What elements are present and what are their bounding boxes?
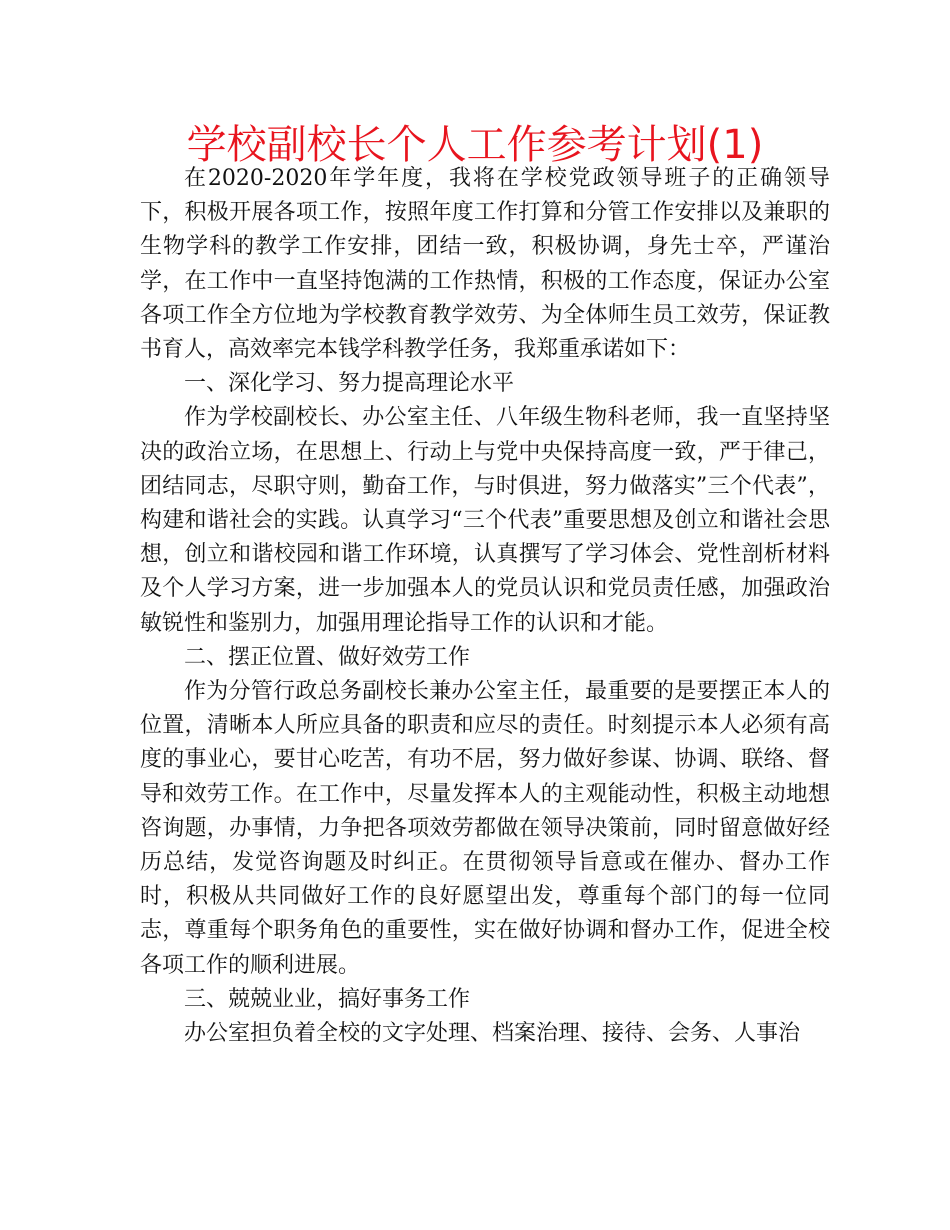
document-body xyxy=(140,162,830,1051)
paragraph-section-1: 作为学校副校长、办公室主任、八年级生物科老师，我一直坚持坚决的政治立场，在思想上、行动上与党中央保持高度一致，严于律己，团结同志，尽职守则，勤奋工作，与时俱进，努力做落实”三个代表”，构建和谐社会的实践。认真学习“三个代表”重要思想及创立和谐社会思想，创立和谐校园和谐工作环境，认真撰写了学习体会、党性剖析材料及个人学习方案，进一步加强本人的党员认识和党员责任感，加强政治敏锐性和鉴别力，加强用理论指导工作的认识和才能。 xyxy=(140,405,830,636)
paragraph-section-2: 作为分管行政总务副校长兼办公室主任，最重要的是要摆正本人的位置，清晰本人所应具备的职责和应尽的责任。时刻提示本人必须有高度的事业心，要甘心吃苦，有功不居，努力做好参谋、协调、联络、督导和效劳工作。在工作中，尽量发挥本人的主观能动性，积极主动地想咨询题，办事情，力争把各项效劳都做在领导决策前，同时留意做好经历总结，发觉咨询题及时纠正。在贯彻领导旨意或在催办、督办工作时，积极从共同做好工作的良好愿望出发，尊重每个部门的每一位同志，尊重每个职务角色的重要性，实在做好协调和督办工作，促进全校各项工作的顺利进展。 xyxy=(140,679,830,978)
paragraph-intro: 在2020-2020年学年度，我将在学校党政领导班子的正确领导下，积极开展各项工作，按照年度工作打算和分管工作安排以及兼职的生物学科的教学工作安排，团结一致，积极协调，身先士卒，严谨治学，在工作中一直坚持饱满的工作热情，积极的工作态度，保证办公室各项工作全方位地为学校教育教学效劳、为全体师生员工效劳，保证教书育人，高效率完本钱学科教学任务，我郑重承诺如下： xyxy=(140,166,830,363)
section-heading-1: 一、深化学习、努力提高理论水平 xyxy=(184,371,515,397)
section-heading-2: 二、摆正位置、做好效劳工作 xyxy=(184,644,471,670)
document-title: 学校副校长个人工作参考计划(1) xyxy=(186,122,764,168)
paragraph-section-3: 办公室担负着全校的文字处理、档案治理、接待、会务、人事治 xyxy=(184,1021,801,1047)
section-heading-3: 三、兢兢业业，搞好事务工作 xyxy=(184,986,471,1012)
